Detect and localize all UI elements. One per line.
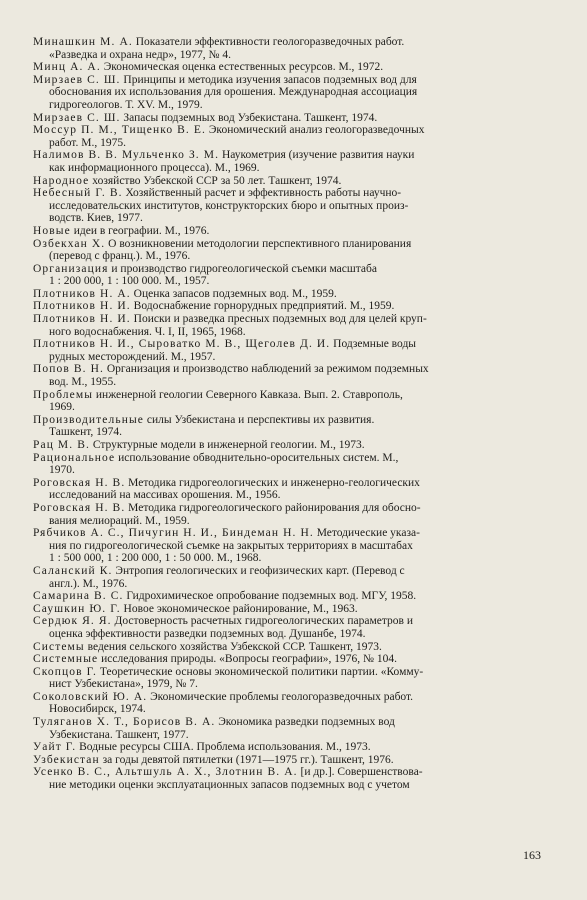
entry-text-line: силы Узбекистана и перспективы их развития. xyxy=(146,413,375,426)
entry-author: Рябчиков А. С., Пичугин Н. И., Биндеман Н. Н. xyxy=(33,527,314,540)
entry-text-line: исследования природы. «Вопросы географии», 1976, № 104. xyxy=(101,653,397,666)
entry-author: Мирзаев С. Ш. xyxy=(33,73,121,86)
entry-text-line: хозяйство Узбекской ССР за 50 лет. Ташкент, 1974. xyxy=(92,174,342,187)
bibliography-entry xyxy=(33,666,554,691)
entry-author: Организация xyxy=(33,262,109,275)
bibliography-entry xyxy=(33,149,554,174)
entry-text-line: Экономические проблемы геологоразведочных работ. xyxy=(150,690,414,703)
bibliography-entry xyxy=(33,389,554,414)
entry-text-line: Оценка запасов подземных вод. М., 1959. xyxy=(133,287,337,300)
entry-author: Минц А. А. xyxy=(33,61,101,74)
entry-text-line: О возникновении методологии перспективного планирования xyxy=(108,237,412,250)
entry-text-line: Организация и производство наблюдений за режимом подземных xyxy=(106,363,429,376)
entry-text-line: Достоверность расчетных гидрогеологических параметров и xyxy=(114,615,413,628)
entry-text-line: Принципы и методика изучения запасов подземных вод для xyxy=(123,73,417,86)
entry-text-line: исследований на массивах орошения. М., 1956. xyxy=(49,489,281,502)
bibliography-entry xyxy=(33,414,554,439)
entry-author: Налимов В. В. Мульченко З. М. xyxy=(33,149,220,162)
bibliography-entry xyxy=(33,452,554,477)
entry-text-line: Экономический анализ геологоразведочных xyxy=(208,124,425,137)
entry-text-line: англ.). М., 1976. xyxy=(49,577,128,590)
entry-text-line: Экономика разведки подземных вод xyxy=(218,716,395,729)
entry-text-line: Показатели эффективности геологоразведочных работ. xyxy=(135,36,405,48)
entry-text-line: Ташкент, 1974. xyxy=(49,426,123,439)
page-number: 163 xyxy=(523,848,541,862)
entry-author: Самарина В. С. xyxy=(33,590,124,603)
entry-text-line: 1969. xyxy=(49,401,75,414)
bibliography-entry xyxy=(33,477,554,502)
entry-author: Моссур П. М., Тищенко В. Е. xyxy=(33,124,206,137)
entry-author: Скопцов Г. xyxy=(33,665,98,678)
bibliography-entry xyxy=(33,615,554,640)
bibliography-entry xyxy=(33,766,554,791)
entry-author: Рац М. В. xyxy=(33,439,90,451)
entry-text-line: 1 : 200 000, 1 : 100 000. М., 1957. xyxy=(49,275,210,288)
entry-text-line: Энтропия геологических и геофизических карт. (Перевод с xyxy=(115,564,405,577)
entry-text-line: оценка эффективности разведки подземных вод. Душанбе, 1974. xyxy=(49,627,366,640)
bibliography-entry xyxy=(33,741,554,754)
bibliography-entry xyxy=(33,288,554,301)
entry-text-line: Новое экономическое районирование, М., 1963. xyxy=(123,602,358,615)
bibliography-entry xyxy=(33,112,554,125)
entry-text-line: идеи в географии. М., 1976. xyxy=(73,224,210,237)
bibliography-entry xyxy=(33,175,554,188)
entry-text-line: Подземные воды xyxy=(333,338,417,351)
entry-text-line: вод. М., 1955. xyxy=(49,376,117,389)
entry-text-line: гидрогеологов. Т. XV. М., 1979. xyxy=(49,98,203,111)
entry-text-line: за годы девятой пятилетки (1971—1975 гг.). Ташкент, 1976. xyxy=(102,753,394,766)
bibliography-entry xyxy=(33,691,554,716)
entry-author: Плотников Н. И. xyxy=(33,313,131,326)
bibliography-entry xyxy=(33,565,554,590)
entry-author: Производительные xyxy=(33,413,144,426)
entry-text-line: нист Узбекистана», 1979, № 7. xyxy=(49,678,198,691)
entry-text-line: (перевод с франц.). М., 1976. xyxy=(49,250,191,263)
bibliography-entry xyxy=(33,754,554,767)
bibliography-entry xyxy=(33,300,554,313)
bibliography-entry xyxy=(33,61,554,74)
entry-author: Мирзаев С. Ш. xyxy=(33,111,121,124)
bibliography-entry xyxy=(33,641,554,654)
bibliography-entry xyxy=(33,653,554,666)
entry-author: Минашкин М. А. xyxy=(33,36,133,48)
entry-text-line: обоснования их использования для орошения. Международная ассоциация xyxy=(49,86,418,99)
entry-author: Новые xyxy=(33,224,71,237)
entry-text-line: Методика гидрогеологического районирования для обосно- xyxy=(128,501,421,514)
bibliography-entry xyxy=(33,338,554,363)
bibliography-entry xyxy=(33,313,554,338)
entry-text-line: водств. Киев, 1977. xyxy=(49,212,143,225)
entry-author: Усенко В. С., Альтшуль А. Х., Злотнин В. А. xyxy=(33,766,298,779)
entry-text-line: Гидрохимическое опробование подземных вод. МГУ, 1958. xyxy=(126,590,417,603)
entry-author: Озбекхан Х. xyxy=(33,237,106,250)
entry-author: Плотников Н. И., Сыроватко М. В., Щеголев Д. И. xyxy=(33,338,331,351)
entry-text-line: вания мелиораций. М., 1959. xyxy=(49,514,190,527)
entry-author: Сердюк Я. Я. xyxy=(33,615,112,628)
bibliography-entry xyxy=(33,124,554,149)
entry-author: Роговская Н. В. xyxy=(33,501,126,514)
entry-author: Народное xyxy=(33,174,90,187)
bibliography-entry xyxy=(33,603,554,616)
bibliography-entry xyxy=(33,439,554,452)
entry-author: Саланский К. xyxy=(33,564,113,577)
entry-author: Плотников Н. И. xyxy=(33,300,131,313)
entry-text-line: 1 : 500 000, 1 : 200 000, 1 : 50 000. М., 1968. xyxy=(49,552,262,565)
entry-author: Попов В. Н. xyxy=(33,363,104,376)
bibliography-entry xyxy=(33,36,554,61)
entry-author: Рациональное xyxy=(33,451,116,464)
entry-text-line: рудных месторождений. М., 1957. xyxy=(49,350,216,363)
entry-text-line: Узбекистана. Ташкент, 1977. xyxy=(49,728,189,741)
bibliography-entry xyxy=(33,187,554,225)
entry-text-line: ведения сельского хозяйства Узбекской ССР. Ташкент, 1973. xyxy=(87,640,382,653)
entry-text-line: Водные ресурсы США. Проблема использования. М., 1973. xyxy=(79,741,371,754)
entry-text-line: исследовательских институтов, конструкторских бюро и опытных произ- xyxy=(49,199,409,212)
bibliography-entry xyxy=(33,263,554,288)
entry-author: Плотников Н. А. xyxy=(33,287,131,300)
entry-text-line: Методические указа- xyxy=(316,527,420,540)
entry-author: Небесный Г. В. xyxy=(33,187,123,200)
entry-author: Системные xyxy=(33,653,99,666)
bibliography-entry xyxy=(33,716,554,741)
entry-author: Саушкин Ю. Г. xyxy=(33,602,121,615)
entry-text-line: Водоснабжение горнорудных предприятий. М., 1959. xyxy=(133,300,395,313)
entry-text-line: [и др.]. Совершенствова- xyxy=(300,766,423,779)
entry-text-line: и производство гидрогеологической съемки масштаба xyxy=(111,262,377,275)
entry-text-line: работ. М., 1975. xyxy=(49,136,126,149)
entry-text-line: как информационного процесса). М., 1969. xyxy=(49,161,260,174)
entry-text-line: Методика гидрогеологических и инженерно-геологических xyxy=(128,476,420,489)
entry-author: Уайт Г. xyxy=(33,741,77,754)
entry-text-line: Наукометрия (изучение развития науки xyxy=(221,149,415,162)
entry-text-line: Новосибирск, 1974. xyxy=(49,703,146,716)
entry-text-line: ния по гидрогеологической съемке на закрытых территориях в масштабах xyxy=(49,539,413,552)
bibliography-entry xyxy=(33,238,554,263)
entry-text-line: Экономическая оценка естественных ресурсов. М., 1972. xyxy=(103,61,384,74)
bibliography-entry xyxy=(33,527,554,565)
entry-text-line: инженерной геологии Северного Кавказа. Вып. 2. Ставрополь, xyxy=(95,388,403,401)
entry-text-line: Хозяйственный расчет и эффективность работы научно- xyxy=(125,187,402,200)
entry-author: Соколовский Ю. А. xyxy=(33,690,148,703)
entry-author: Системы xyxy=(33,640,85,653)
bibliography-entry xyxy=(33,590,554,603)
entry-text-line: использование обводнительно-оросительных систем. М., xyxy=(118,451,399,464)
entry-text-line: ние методики оценки эксплуатационных запасов подземных вод с учетом xyxy=(49,779,410,792)
bibliography-entry xyxy=(33,225,554,238)
entry-author: Роговская Н. В. xyxy=(33,476,126,489)
entry-text-line: ного водоснабжения. Ч. I, II, 1965, 1968. xyxy=(49,325,246,338)
bibliography-entry xyxy=(33,363,554,388)
entry-text-line: 1970. xyxy=(49,464,75,477)
bibliography-list xyxy=(33,36,554,792)
entry-text-line: Поиски и разведка пресных подземных вод для целей круп- xyxy=(133,313,427,326)
entry-text-line: Запасы подземных вод Узбекистана. Ташкент, 1974. xyxy=(123,111,378,124)
entry-author: Узбекистан xyxy=(33,753,100,766)
entry-author: Туляганов Х. Т., Борисов В. А. xyxy=(33,716,216,729)
bibliography-entry xyxy=(33,74,554,112)
entry-text-line: «Разведка и охрана недр», 1977, № 4. xyxy=(49,48,232,61)
entry-author: Проблемы xyxy=(33,388,94,401)
entry-text-line: Теоретические основы экономической политики партии. «Комму- xyxy=(99,665,424,678)
entry-text-line: Структурные модели в инженерной геологии. М., 1973. xyxy=(92,439,365,451)
bibliography-entry xyxy=(33,502,554,527)
